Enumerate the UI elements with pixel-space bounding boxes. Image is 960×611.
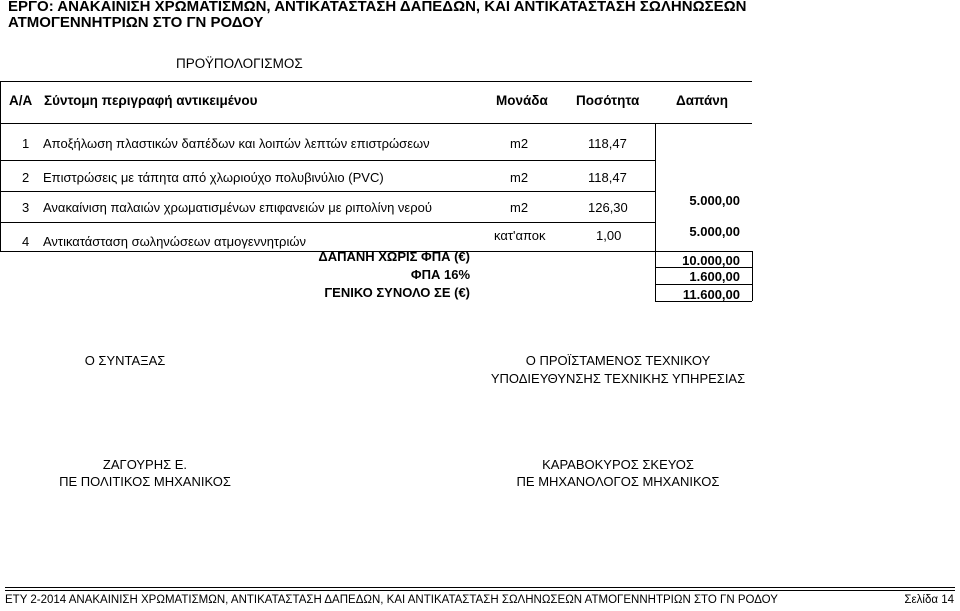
column-header-cost: Δαπάνη (676, 93, 729, 108)
row-2-aa: 2 (22, 170, 30, 185)
row-4-unit: κατ'αποκ (494, 228, 546, 243)
row-divider (0, 160, 655, 161)
row-3-unit: m2 (510, 200, 529, 215)
row-4-quantity: 1,00 (596, 228, 622, 243)
table-left-border (0, 81, 1, 251)
totals-box-bottom (655, 301, 752, 302)
vat-label: ΦΠΑ 16% (410, 267, 470, 282)
totals-box-divider (655, 267, 752, 268)
signature-right-name: ΚΑΡΑΒΟΚΥΡΟΣ ΣΚΕΥΟΣ (542, 457, 694, 472)
table-column-border (655, 123, 656, 251)
vat-value: 1.600,00 (689, 269, 740, 284)
grand-total-value: 11.600,00 (682, 287, 740, 302)
row-2-description: Επιστρώσεις με τάπητα από χλωριούχο πολυβινύλιο (PVC) (43, 170, 384, 185)
row-3-quantity: 126,30 (588, 200, 628, 215)
row-2-unit: m2 (510, 170, 529, 185)
project-title-line1: ΕΡΓΟ: ΑΝΑΚΑΙΝΙΣΗ ΧΡΩΜΑΤΙΣΜΩΝ, ΑΝΤΙΚΑΤΑΣΤΑΣΗ ΔΑΠΕΔΩΝ, ΚΑΙ ΑΝΤΙΚΑΤΑΣΤΑΣΗ ΣΩΛΗΝΩΣΕΩΝ (8, 0, 747, 15)
budget-title: ΠΡΟΫΠΟΛΟΓΙΣΜΟΣ (176, 56, 303, 71)
row-1-description: Αποξήλωση πλαστικών δαπέδων και λοιπών λεπτών επιστρώσεων (43, 136, 430, 151)
row-4-aa: 4 (22, 234, 30, 249)
signature-left-title: ΠΕ ΠΟΛΙΤΙΚΟΣ ΜΗΧΑΝΙΚΟΣ (59, 474, 231, 489)
column-header-aa: Α/Α (9, 93, 33, 108)
totals-box-left (655, 251, 656, 301)
row-2-quantity: 118,47 (588, 170, 627, 185)
signature-right-title: ΠΕ ΜΗΧΑΝΟΛΟΓΟΣ ΜΗΧΑΝΙΚΟΣ (516, 474, 720, 489)
totals-box-divider (655, 284, 752, 285)
signature-right-role-2: ΥΠΟΔΙΕΥΘΥΝΣΗΣ ΤΕΧΝΙΚΗΣ ΥΠΗΡΕΣΙΑΣ (490, 371, 746, 386)
footer-rule (5, 590, 955, 591)
row-divider (0, 222, 655, 223)
footer-rule (5, 587, 955, 588)
row-1-aa: 1 (22, 136, 30, 151)
row-3-description: Ανακαίνιση παλαιών χρωματισμένων επιφανειών με ριπολίνη νερού (43, 200, 432, 215)
header-top-line (0, 81, 752, 82)
row-divider (0, 191, 655, 192)
footer-page-number: Σελίδα 14 (904, 594, 954, 606)
row-4-cost: 5.000,00 (689, 224, 740, 239)
row-3-cost: 5.000,00 (689, 193, 740, 208)
header-bottom-line (0, 123, 752, 124)
totals-box-right (752, 251, 753, 301)
totals-box-top (655, 251, 752, 252)
row-1-quantity: 118,47 (588, 136, 627, 151)
row-3-aa: 3 (22, 200, 30, 215)
column-header-quantity: Ποσότητα (576, 93, 640, 108)
row-4-description: Αντικατάσταση σωληνώσεων ατμογεννητριών (43, 234, 306, 249)
signature-left-name: ΖΑΓΟΥΡΗΣ Ε. (102, 457, 188, 472)
signature-left-role: Ο ΣΥΝΤΑΞΑΣ (84, 353, 166, 368)
column-header-unit: Μονάδα (496, 93, 548, 108)
net-cost-label: ΔΑΠΑΝΗ ΧΩΡΙΣ ΦΠΑ (€) (318, 249, 470, 264)
signature-right-role-1: Ο ΠΡΟΪΣΤΑΜΕΝΟΣ ΤΕΧΝΙΚΟΥ (525, 353, 711, 368)
net-cost-value: 10.000,00 (682, 253, 740, 268)
column-header-description: Σύντομη περιγραφή αντικειμένου (44, 93, 258, 108)
footer-document-title: ΕΤΥ 2-2014 ΑΝΑΚΑΙΝΙΣΗ ΧΡΩΜΑΤΙΣΜΩΝ, ΑΝΤΙΚΑΤΑΣΤΑΣΗ ΔΑΠΕΔΩΝ, ΚΑΙ ΑΝΤΙΚΑΤΑΣΤΑΣΗ ΣΩΛΗΝΩΣΕΩΝ ΑΤΜΟΓΕΝΝΗΤΡΙΩΝ ΣΤΟ ΓΝ ΡΟΔΟΥ (5, 594, 778, 606)
grand-total-label: ΓΕΝΙΚΟ ΣΥΝΟΛΟ ΣΕ (€) (324, 285, 470, 300)
row-1-unit: m2 (510, 136, 529, 151)
project-title-line2: ΑΤΜΟΓΕΝΝΗΤΡΙΩΝ ΣΤΟ ΓΝ ΡΟΔΟΥ (8, 14, 264, 31)
